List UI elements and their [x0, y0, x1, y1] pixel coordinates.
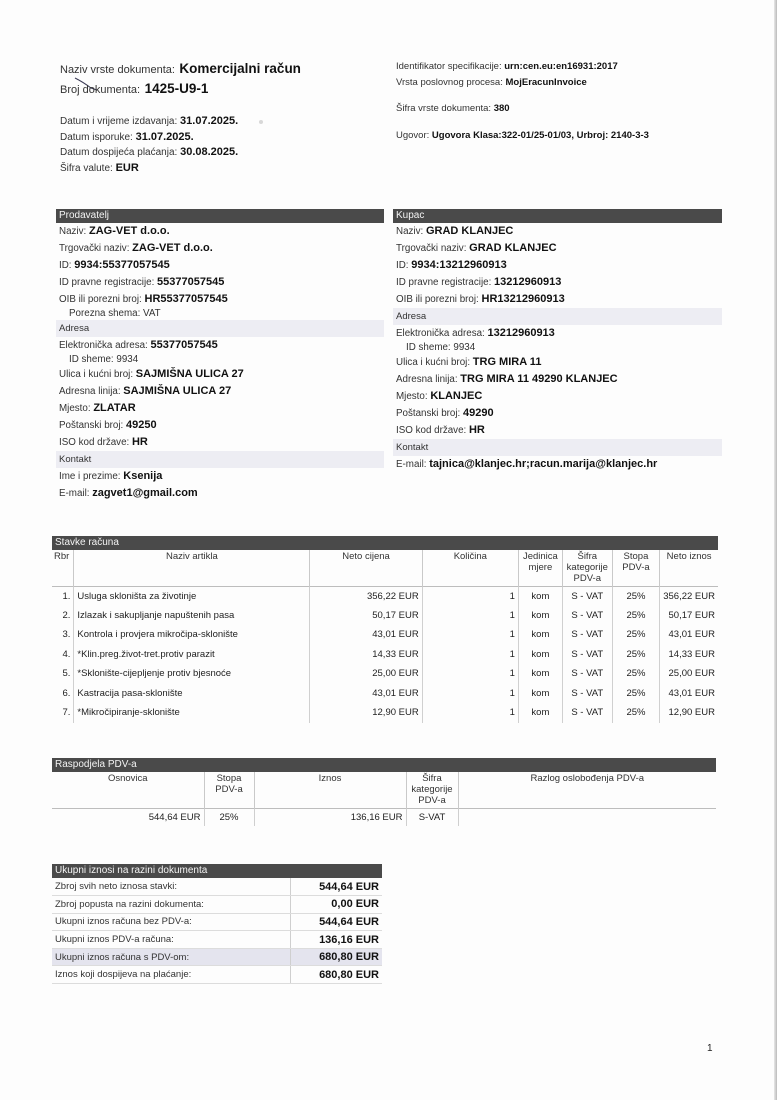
- contract-label: Ugovor:: [396, 130, 430, 141]
- table-row: [52, 664, 718, 684]
- vat-table: [52, 772, 716, 826]
- vat-title: Raspodjela PDV-a: [52, 758, 716, 772]
- total-row: [52, 896, 382, 914]
- buyer-postal-label: Poštanski broj:: [396, 408, 461, 419]
- total-row: [52, 878, 382, 896]
- item-vat-rate: 25%: [612, 625, 660, 645]
- seller-postal-label: Poštanski broj:: [59, 420, 124, 431]
- item-vat-rate: 25%: [612, 703, 660, 723]
- buyer-oib-label: OIB ili porezni broj:: [396, 294, 479, 305]
- item-name: *Sklonište-cijepljenje protiv bjesnoće: [74, 664, 310, 684]
- buyer-email: tajnica@klanjec.hr;racun.marija@klanjec.hr: [429, 458, 658, 470]
- item-vat-cat: S - VAT: [562, 664, 612, 684]
- buyer-name-row: [393, 223, 722, 240]
- buyer-section: [393, 209, 722, 473]
- item-name: Kontrola i provjera mikročipa-sklonište: [74, 625, 310, 645]
- item-name: Kastracija pasa-sklonište: [74, 684, 310, 704]
- item-vat-rate: 25%: [612, 684, 660, 704]
- seller-addr-line-row: [56, 383, 384, 400]
- item-qty: 1: [422, 703, 518, 723]
- seller-email-addr: 55377057545: [150, 339, 218, 351]
- item-qty: 1: [422, 684, 518, 704]
- seller-person-row: [56, 468, 384, 485]
- seller-person: Ksenija: [123, 470, 163, 482]
- buyer-trade: GRAD KLANJEC: [469, 242, 557, 254]
- vat-col-base: Osnovica: [52, 772, 204, 808]
- total-label: Iznos koji dospijeva na plaćanje:: [52, 966, 290, 984]
- buyer-id: 9934:13212960913: [411, 259, 507, 271]
- seller-trade: ZAG-VET d.o.o.: [132, 242, 213, 254]
- vat-section: [52, 758, 716, 826]
- delivery-date-label: Datum isporuke:: [60, 131, 133, 143]
- seller-email-addr-row: [56, 337, 384, 354]
- total-value: 544,64 EUR: [290, 878, 382, 896]
- buyer-addr-line-row: [393, 371, 722, 388]
- total-value: 680,80 EUR: [290, 948, 382, 966]
- issue-date-label: Datum i vrijeme izdavanja:: [60, 116, 178, 127]
- total-label: Zbroj svih neto iznosa stavki:: [52, 878, 290, 896]
- seller-title: Prodavatelj: [56, 209, 384, 223]
- seller-street-label: Ulica i kućni broj:: [59, 369, 134, 380]
- currency-value: EUR: [115, 161, 139, 174]
- issue-date-value: 31.07.2025.: [180, 115, 239, 127]
- item-net: 356,22 EUR: [663, 590, 715, 602]
- total-value: 544,64 EUR: [290, 913, 382, 931]
- buyer-country-label: ISO kod države:: [396, 425, 467, 436]
- buyer-email-addr-row: [393, 325, 722, 342]
- vat-base: 544,64 EUR: [52, 808, 204, 826]
- item-name: Usluga skloništa za životinje: [74, 586, 310, 606]
- col-net: Neto iznos: [666, 551, 712, 562]
- table-row: [52, 625, 718, 645]
- item-vat-rate: 25%: [612, 606, 660, 626]
- item-price: 14,33 EUR: [310, 645, 422, 665]
- item-name: Izlazak i sakupljanje napuštenih pasa: [74, 606, 310, 626]
- buyer-trade-label: Trgovački naziv:: [396, 243, 467, 254]
- seller-reg-row: [56, 274, 384, 291]
- item-qty: 1: [422, 664, 518, 684]
- total-label: Ukupni iznos računa s PDV-om:: [52, 948, 290, 966]
- table-row: [52, 645, 718, 665]
- buyer-email-label: E-mail:: [396, 459, 427, 470]
- item-no: 3.: [52, 625, 74, 645]
- vat-reason: [458, 808, 716, 826]
- buyer-street-label: Ulica i kućni broj:: [396, 357, 471, 368]
- vat-col-cat: Šifra kategorije PDV-a: [406, 772, 458, 808]
- total-label: Ukupni iznos PDV-a računa:: [52, 931, 290, 949]
- seller-person-label: Ime i prezime:: [59, 471, 121, 482]
- item-qty: 1: [422, 625, 518, 645]
- item-vat-rate: 25%: [612, 586, 660, 606]
- item-price: 50,17 EUR: [310, 606, 422, 626]
- buyer-oib-row: [393, 291, 722, 308]
- buyer-addr-line: TRG MIRA 11 49290 KLANJEC: [460, 373, 618, 385]
- item-qty: 1: [422, 586, 518, 606]
- col-rbr: Rbr: [52, 550, 74, 586]
- totals-section: [52, 864, 382, 984]
- buyer-city: KLANJEC: [430, 390, 483, 402]
- item-price: 43,01 EUR: [310, 625, 422, 645]
- contract-value: Ugovora Klasa:322-01/25-01/03, Urbroj: 2140-3-3: [431, 130, 649, 141]
- item-unit: kom: [518, 606, 562, 626]
- document-header: [60, 60, 380, 100]
- total-row: [52, 913, 382, 931]
- item-vat-cat: S - VAT: [562, 684, 612, 704]
- seller-country: HR: [131, 436, 148, 448]
- buyer-title: Kupac: [393, 209, 722, 223]
- seller-reg: 55377057545: [157, 276, 225, 288]
- seller-section: [56, 209, 384, 502]
- item-vat-rate: 25%: [612, 645, 660, 665]
- buyer-reg-row: [393, 274, 722, 291]
- item-qty: 1: [422, 606, 518, 626]
- item-no: 6.: [52, 684, 74, 704]
- vat-header-row: [52, 772, 716, 808]
- seller-country-row: [56, 434, 384, 451]
- doc-type-label: Naziv vrste dokumenta:: [60, 64, 175, 76]
- item-no: 1.: [52, 586, 74, 606]
- items-header-row: [52, 550, 718, 586]
- vat-row: [52, 808, 716, 826]
- seller-scheme-id: ID sheme: 9934: [69, 354, 139, 365]
- item-vat-cat: S - VAT: [562, 606, 612, 626]
- total-value: 0,00 EUR: [290, 896, 382, 914]
- buyer-country-row: [393, 422, 722, 439]
- seller-name-row: [56, 223, 384, 240]
- specification-block: [396, 61, 756, 141]
- currency-label: Šifra valute:: [60, 162, 113, 174]
- buyer-city-label: Mjesto:: [396, 391, 428, 402]
- doc-number-label: Broj dokumenta:: [60, 84, 141, 96]
- date-block: [60, 114, 380, 176]
- seller-address-title: Adresa: [56, 320, 384, 337]
- seller-trade-label: Trgovački naziv:: [59, 243, 130, 254]
- item-unit: kom: [518, 586, 562, 606]
- seller-reg-label: ID pravne registracije:: [59, 277, 155, 288]
- seller-trade-row: [56, 240, 384, 257]
- total-label: Ukupni iznos računa bez PDV-a:: [52, 913, 290, 931]
- seller-addr-line: SAJMIŠNA ULICA 27: [123, 385, 232, 397]
- seller-name: ZAG-VET d.o.o.: [88, 225, 170, 237]
- buyer-address-title: Adresa: [393, 308, 722, 325]
- buyer-email-addr-label: Elektronička adresa:: [396, 328, 485, 339]
- col-vat-cat: Šifra kategorije PDV-a: [562, 550, 612, 586]
- totals-title: Ukupni iznosi na razini dokumenta: [52, 864, 382, 878]
- seller-email-addr-label: Elektronička adresa:: [59, 340, 148, 351]
- buyer-email-row: [393, 456, 722, 473]
- item-vat-cat: S - VAT: [562, 703, 612, 723]
- items-section: [52, 536, 718, 723]
- col-vat-rate: Stopa PDV-a: [612, 550, 660, 586]
- buyer-oib: HR13212960913: [481, 293, 565, 305]
- buyer-postal-row: [393, 405, 722, 422]
- item-price: 25,00 EUR: [310, 664, 422, 684]
- seller-email: zagvet1@gmail.com: [92, 487, 198, 499]
- vat-col-amount: Iznos: [254, 772, 406, 808]
- col-name: Naziv artikla: [74, 550, 310, 586]
- buyer-trade-row: [393, 240, 722, 257]
- item-net: 14,33 EUR: [668, 648, 715, 660]
- seller-postal: 49250: [126, 419, 157, 431]
- item-unit: kom: [518, 664, 562, 684]
- item-price: 356,22 EUR: [310, 586, 422, 606]
- seller-email-label: E-mail:: [59, 488, 90, 499]
- item-price: 43,01 EUR: [310, 684, 422, 704]
- vat-cat: S-VAT: [406, 808, 458, 826]
- seller-street: SAJMIŠNA ULICA 27: [135, 368, 244, 380]
- item-name: *Mikročipiranje-sklonište: [74, 703, 310, 723]
- seller-contact-title: Kontakt: [56, 451, 384, 468]
- buyer-country: HR: [468, 424, 485, 436]
- buyer-email-addr: 13212960913: [487, 327, 555, 339]
- buyer-addr-line-label: Adresna linija:: [396, 374, 458, 385]
- total-value: 680,80 EUR: [290, 966, 382, 984]
- doc-type-value: Komercijalni račun: [179, 61, 301, 76]
- item-net: 43,01 EUR: [668, 687, 715, 699]
- item-unit: kom: [518, 684, 562, 704]
- total-label: Zbroj popusta na razini dokumenta:: [52, 896, 290, 914]
- seller-tax-scheme: Porezna shema: VAT: [69, 308, 161, 319]
- seller-oib-label: OIB ili porezni broj:: [59, 294, 142, 305]
- buyer-name-label: Naziv:: [396, 226, 424, 237]
- item-no: 4.: [52, 645, 74, 665]
- item-vat-cat: S - VAT: [562, 625, 612, 645]
- item-no: 7.: [52, 703, 74, 723]
- item-unit: kom: [518, 703, 562, 723]
- col-unit: Jedinica mjere: [518, 550, 562, 586]
- item-net: 50,17 EUR: [668, 609, 715, 621]
- seller-street-row: [56, 366, 384, 383]
- table-row: [52, 586, 718, 606]
- buyer-city-row: [393, 388, 722, 405]
- item-vat-cat: S - VAT: [562, 586, 612, 606]
- buyer-postal: 49290: [463, 407, 494, 419]
- seller-email-row: [56, 485, 384, 502]
- spec-label: Identifikator specifikacije:: [396, 61, 502, 72]
- buyer-id-row: [393, 257, 722, 274]
- process-label: Vrsta poslovnog procesa:: [396, 77, 503, 88]
- doc-code-label: Šifra vrste dokumenta:: [396, 103, 492, 114]
- total-row: [52, 948, 382, 966]
- table-row: [52, 606, 718, 626]
- vat-amount: 136,16 EUR: [254, 808, 406, 826]
- buyer-reg-label: ID pravne registracije:: [396, 277, 492, 288]
- table-row: [52, 684, 718, 704]
- vat-rate: 25%: [204, 808, 254, 826]
- total-value: 136,16 EUR: [290, 931, 382, 949]
- buyer-reg: 13212960913: [494, 276, 562, 288]
- buyer-street: TRG MIRA 11: [472, 356, 542, 368]
- seller-city-row: [56, 400, 384, 417]
- seller-oib: HR55377057545: [144, 293, 228, 305]
- total-row: [52, 966, 382, 984]
- due-date-label: Datum dospijeća plaćanja:: [60, 147, 178, 158]
- spec-value: urn:cen.eu:en16931:2017: [504, 61, 618, 72]
- seller-city: ZLATAR: [93, 402, 136, 414]
- item-vat-rate: 25%: [612, 664, 660, 684]
- total-row: [52, 931, 382, 949]
- items-table: [52, 550, 718, 723]
- doc-number-value: 1425-U9-1: [144, 81, 209, 96]
- page-number: 1: [707, 1043, 713, 1054]
- seller-oib-row: [56, 291, 384, 308]
- due-date-value: 30.08.2025.: [180, 146, 239, 158]
- vat-col-reason: Razlog oslobođenja PDV-a: [530, 773, 645, 784]
- col-price: Neto cijena: [310, 550, 422, 586]
- buyer-scheme-id: ID sheme: 9934: [406, 342, 476, 353]
- item-unit: kom: [518, 625, 562, 645]
- item-name: *Klin.preg.život-tret.protiv parazit: [74, 645, 310, 665]
- seller-id-row: [56, 257, 384, 274]
- item-unit: kom: [518, 645, 562, 665]
- item-net: 25,00 EUR: [668, 668, 715, 680]
- buyer-street-row: [393, 354, 722, 371]
- seller-name-label: Naziv:: [59, 226, 87, 237]
- seller-addr-line-label: Adresna linija:: [59, 386, 121, 397]
- item-net: 12,90 EUR: [668, 707, 715, 719]
- item-net: 43,01 EUR: [668, 629, 715, 641]
- seller-id-label: ID:: [59, 260, 72, 271]
- seller-postal-row: [56, 417, 384, 434]
- item-qty: 1: [422, 645, 518, 665]
- delivery-date-value: 31.07.2025.: [135, 130, 194, 143]
- buyer-name: GRAD KLANJEC: [425, 225, 514, 237]
- totals-table: [52, 878, 382, 984]
- buyer-id-label: ID:: [396, 260, 409, 271]
- items-body: [52, 586, 718, 723]
- item-no: 2.: [52, 606, 74, 626]
- col-qty: Količina: [422, 550, 518, 586]
- buyer-contact-title: Kontakt: [393, 439, 722, 456]
- table-row: [52, 703, 718, 723]
- item-price: 12,90 EUR: [310, 703, 422, 723]
- doc-code-value: 380: [493, 103, 510, 114]
- process-value: MojEracunInvoice: [505, 77, 587, 88]
- items-title: Stavke računa: [52, 536, 718, 550]
- item-no: 5.: [52, 664, 74, 684]
- vat-col-rate: Stopa PDV-a: [204, 772, 254, 808]
- seller-city-label: Mjesto:: [59, 403, 91, 414]
- seller-country-label: ISO kod države:: [59, 437, 130, 448]
- seller-id: 9934:55377057545: [74, 259, 170, 271]
- item-vat-cat: S - VAT: [562, 645, 612, 665]
